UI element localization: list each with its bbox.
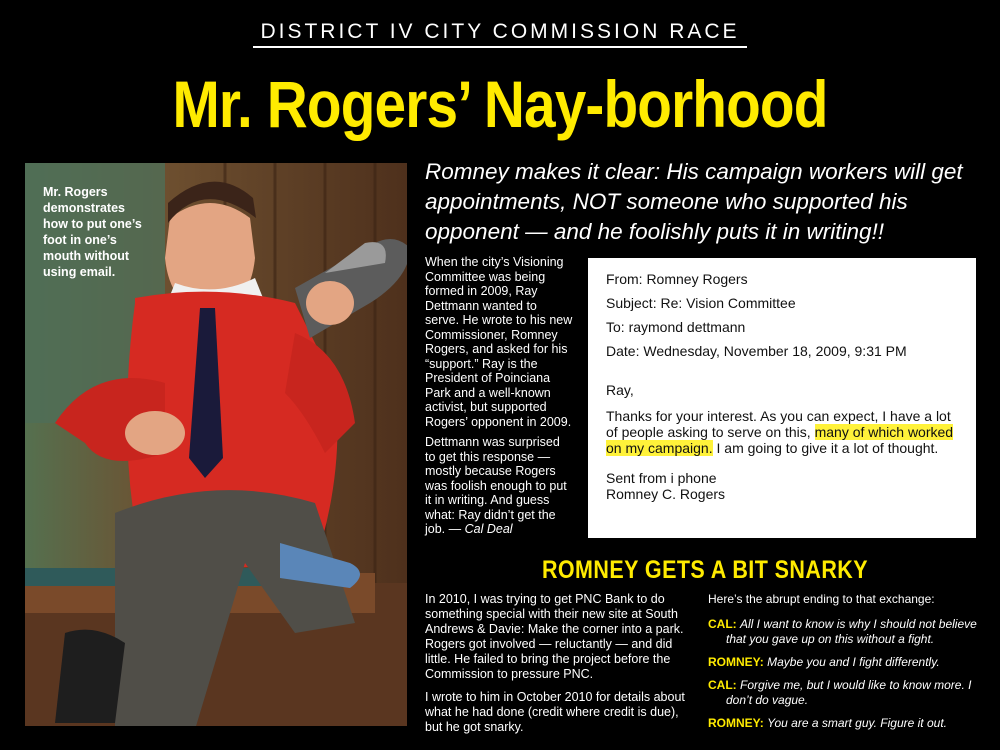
email-body: [606, 408, 958, 456]
subhead: ROMNEY GETS A BIT SNARKY: [541, 556, 869, 584]
email-body-start: Thanks for your interest. As you can expect, I have a lot of people asking to serve on this,: [606, 408, 951, 440]
story1-paragraph-2: [425, 435, 573, 537]
story-pnc-bank: [425, 592, 697, 743]
speaker-label: CAL:: [708, 678, 737, 692]
exchange-transcript: [708, 592, 984, 739]
story1-paragraph-1: When the city’s Visioning Committee was being formed in 2009, Ray Dettmann wanted to serve. He wrote to his new Commissioner, Romney Rogers, and asked for his “support.” Ray is the President of Poinciana Park and a well-known activist, but supported Rogers’ opponent in 2009.: [425, 255, 573, 429]
email-from: From: Romney Rogers: [606, 271, 748, 287]
kicker-rule: [253, 46, 747, 48]
story2-paragraph-1: In 2010, I was trying to get PNC Bank to do something special with their new site at South Andrews & Davie: Make the corner into a park. Rogers got involved — reluctantly — and did little. He failed to bring the project before the Commission to pressure PNC.: [425, 592, 684, 681]
exchange-line: [708, 617, 984, 647]
exchange-line: [708, 716, 984, 731]
speaker-label: CAL:: [708, 617, 737, 631]
exchange-text: Forgive me, but I would like to know more. I don’t do vague.: [726, 678, 972, 707]
exchange-text: Maybe you and I fight differently.: [767, 655, 940, 669]
story1-paragraph-2-text: Dettmann was surprised to get this response — mostly because Rogers was foolish enough to put it in writing. And guess what: Ray didn’t get the job.: [425, 435, 567, 536]
email-subject: Subject: Re: Vision Committee: [606, 295, 796, 311]
exchange-text: You are a smart guy. Figure it out.: [767, 716, 947, 730]
email-signature: Romney C. Rogers: [606, 486, 726, 502]
email-greeting: Ray,: [606, 382, 634, 398]
email-date: Date: Wednesday, November 18, 2009, 9:31 PM: [606, 343, 907, 359]
photo-caption: Mr. Rogers demonstrates how to put one’s foot in one’s mouth without using email.: [43, 185, 142, 279]
speaker-label: ROMNEY:: [708, 655, 764, 669]
exchange-text: All I want to know is why I should not believe that you gave up on this without a fight.: [726, 617, 977, 646]
story-visioning-committee: [425, 255, 573, 543]
exchange-line: [708, 655, 984, 670]
lede: Romney makes it clear: His campaign workers will get appointments, NOT someone who supported his opponent — and he foolishly puts it in writing!!: [425, 159, 963, 244]
story2-paragraph-2: I wrote to him in October 2010 for details about what he had done (credit where credit is due), but he got snarky.: [425, 690, 685, 734]
email-sent-from: Sent from i phone: [606, 470, 717, 486]
speaker-label: ROMNEY:: [708, 716, 764, 730]
email-highlight: many of which worked on my campaign.: [606, 424, 954, 456]
exchange-line: [708, 678, 984, 708]
byline: — Cal Deal: [448, 522, 513, 536]
exchange-intro: Here’s the abrupt ending to that exchange:: [708, 592, 935, 606]
mr-rogers-photo: [25, 163, 407, 726]
kicker: DISTRICT IV CITY COMMISSION RACE: [260, 20, 740, 43]
email-body-end: I am going to give it a lot of thought.: [712, 440, 939, 456]
email-screenshot: [588, 258, 976, 538]
email-to: To: raymond dettmann: [606, 319, 746, 335]
headline: Mr. Rogers’ Nay-borhood: [172, 67, 828, 141]
